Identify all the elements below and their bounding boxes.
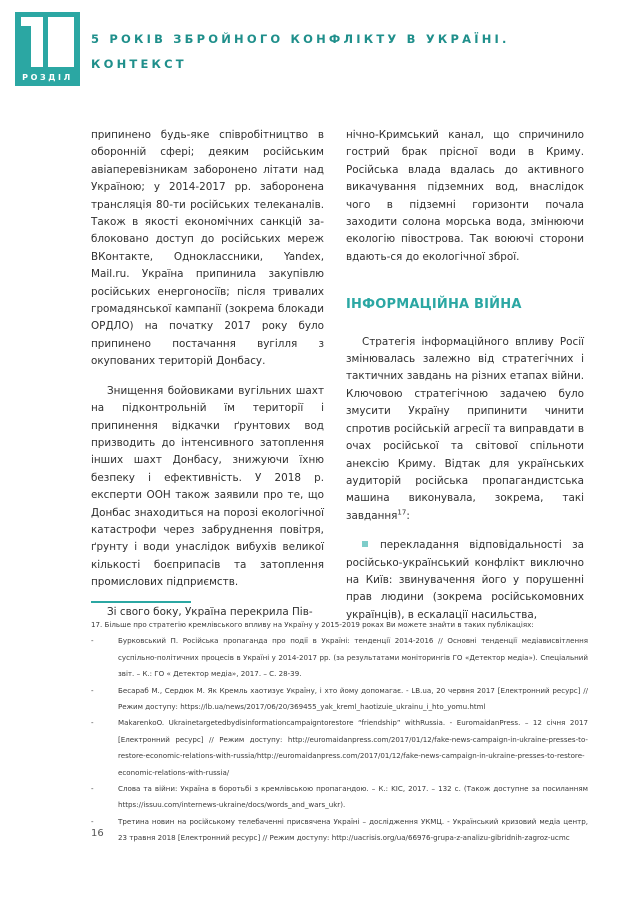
right-paragraph-2-end: : (406, 509, 410, 522)
footnote-source-text: Бесараб М., Сердюк М. Як Кремль хаотизує Україну, і хто йому допомагає. - LB.ua, 20 червня 2017 [Електронний ресурс] // Режим доступу: https://lb.ua/news/2017/06/20/369455_yak_kreml_haotizuie_ukrainu_i_hto_yomu.html (118, 685, 588, 712)
footnote-divider (91, 601, 191, 603)
footnote-intro: 17. Більше про стратегію кремлівського впливу на Україну у 2015-2019 роках Ви можете знайти в таких публікаціях: (91, 620, 534, 629)
left-paragraph-1: припинено будь-яке співробітництво в оборонній сфері; деяким російським авіаперевізникам заборонено літати над Україною; у 2014-2017 рр. заборонена трансляція 80-ти російських телеканалів. Також в якості економічних санкцій за-блоковано доступ до російських мереж ВКонтакте, Одноклассники, Yandex, Mail.ru. Україна припинила закупівлю російських енергоносіїв; після тривалих громадянської кампанії (зокрема блокади ОРДЛО) на початку 2017 року було припинено постачання вугілля з окупованих територій Донбасу. (91, 129, 324, 368)
footnote-source-4 (91, 781, 588, 814)
footnote-source-3 (91, 715, 588, 781)
footnote-source-text: Третина новин на російському телебаченні присвячена Україні – дослідження УКМЦ. - Український кризовий медіа центр, 23 травня 2018 [Електронний ресурс] // Режим доступу: http://uacrisis.org/ua/66976-grupa-z-analizu-gibridnih-zagroz-ucmc (118, 816, 588, 843)
chapter-label: РОЗДІЛ (22, 73, 73, 82)
footnote-source-5 (91, 814, 588, 847)
footnote-dash: - (91, 718, 94, 728)
footnote-source-text: Бурковський П. Російська пропаганда про події в Україні: тенденції 2014-2016 // Основні тенденції медіависвітлення суспільно-політичних процесів в Україні у 2014-2017 рр. (за результатами моніторингів ГО «Детектор медіа»). Спеціальний звіт. – К.: ГО « Детектор медіа», 2017. – С. 28-39. (118, 636, 588, 679)
square-bullet-icon (362, 541, 368, 547)
chapter-number-graphic (21, 17, 74, 67)
right-paragraph-2 (346, 334, 584, 525)
footnote-source-1 (91, 633, 588, 682)
page-number: 16 (91, 828, 104, 839)
footnote-dash: - (91, 685, 94, 695)
footnote-source-text: MakarenkoO. Ukrainetargetedbydisinformationcampaigntorestore “friendship” withRussia. - EuromaidanPress. – 12 січня 2017 [Електронний ресурс] // Режим доступу: http://euromaidanpress.com/2017/01/12/fake-news-campaign-in-ukraine-presses-to-restore-economic-relations-with-russia/http://euromaidanpress.com/2017/01/12/fake-news-campaign-in-ukraine-presses-to-restore-economic-relations-with-russia/ (118, 718, 588, 777)
bullet-item-text: перекладання відповідальності за російсько-український конфлікт виключно на Київ: звинувачення його у порушенні прав людини (зокрема російськомовних українців), в ескалації насильства, (346, 539, 584, 621)
footnote-reference[interactable]: 17 (397, 508, 407, 517)
chapter-badge (15, 12, 80, 86)
right-paragraph-2-text: Стратегія інформаційного впливу Росії змінювалась залежно від стратегічних і тактичних завдань на різних етапах війни. Ключовою стратегічною задачею було змусити Україну припинити чинити спротив російській агресії та виправдати в очах російської та світової спільноти анексію Криму. Відтак для українських аудиторій російська пропагандистська машина виконувала, зокрема, такі завдання (346, 335, 584, 522)
right-column (346, 127, 584, 624)
footnote-source-text: Слова та війни: Україна в боротьбі з кремлівською пропагандою. – К.: KIC, 2017. – 132 с. (Також доступне за посиланням https://issuu.com/internews-ukraine/docs/words_and_wars_ukr). (118, 784, 588, 810)
footnotes (91, 617, 588, 847)
left-paragraph-3: Зі свого боку, Україна перекрила Пів- (107, 605, 313, 618)
footnote-dash: - (91, 784, 94, 794)
bullet-item (346, 537, 584, 624)
chapter-title-line1: 5 РОКІВ ЗБРОЙНОГО КОНФЛІКТУ В УКРАЇНІ. (91, 32, 510, 46)
right-paragraph-1: нічно-Кримський канал, що спричинило гострий брак прісної води в Криму. Російська влада вдалась до активного викачування підземних вод, внаслідок чого в підземні горизонти почала заходити солона морська вода, змінюючи екологію півострова. Так воюючі сторони вдають-ся до екологічної зброї. (346, 129, 584, 263)
footnote-dash: - (91, 816, 94, 826)
chapter-title-line2: КОНТЕКСТ (91, 57, 187, 71)
left-paragraph-2: Знищення бойовиками вугільних шахт на підконтрольній їм території і припинення відкачки ґрунтових вод призводить до інтенсивного затоплення інших шахт Донбасу, знижуючи їхню безпеку і ефективність. У 2018 р. експерти ООН також заявили про те, що Донбас знаходиться на порозі екологічної катастрофи через забруднення повітря, ґрунту і води унаслідок вибухів великої кількості боєприпасів та затоплення промислових підприємств. (91, 384, 324, 589)
left-column (91, 127, 324, 621)
chapter-title (91, 27, 611, 77)
footnote-dash: - (91, 636, 94, 646)
section-heading: ІНФОРМАЦІЙНА ВІЙНА (346, 297, 522, 313)
footnote-source-2 (91, 683, 588, 716)
